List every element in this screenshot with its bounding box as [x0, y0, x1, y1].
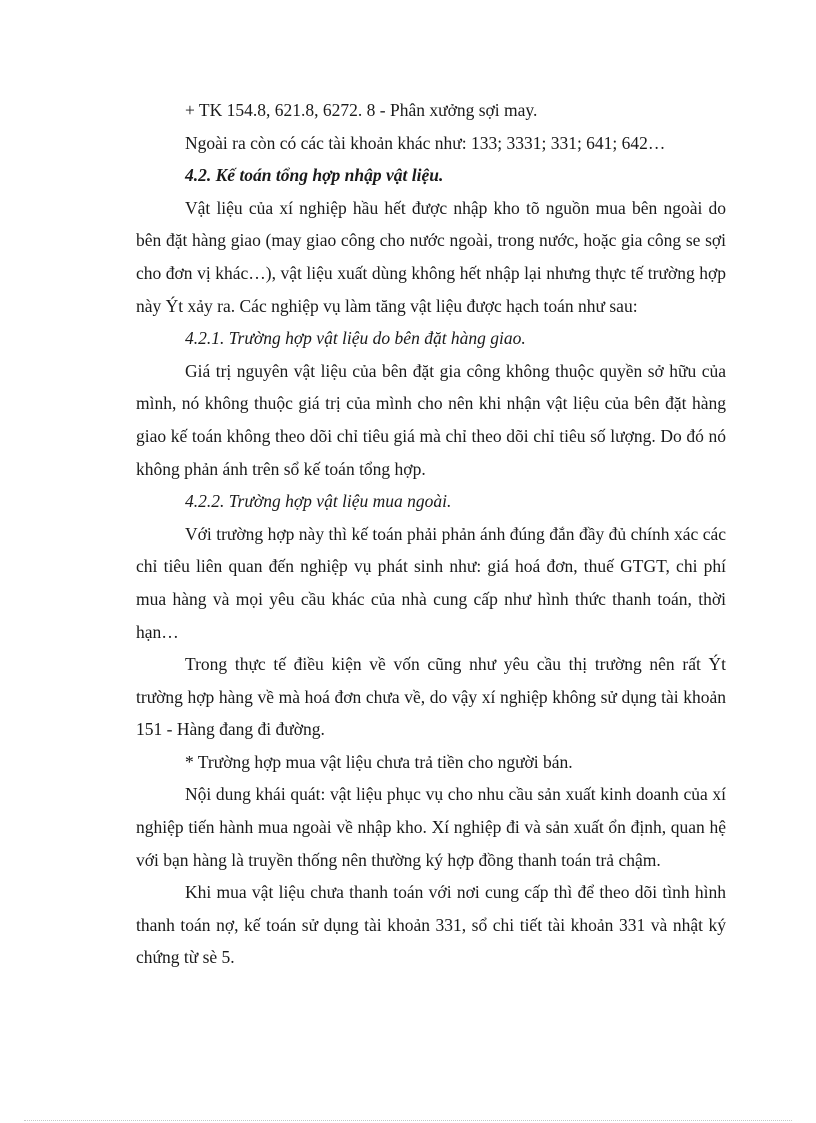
paragraph-account-list: + TK 154.8, 621.8, 6272. 8 - Phân xưởng sợi may.	[185, 100, 538, 120]
paragraph-general-content: Nội dung khái quát: vật liệu phục vụ cho nhu cầu sản xuất kinh doanh của xí nghiệp tiến hành mua ngoài về nhập kho. Xí nghiệp đi và sản xuất ổn định, quan hệ với bạn hàng là truyền thống nên thường ký hợp đồng thanh toán trả chậm.	[136, 784, 726, 870]
paragraph-unpaid-purchase: * Trường hợp mua vật liệu chưa trả tiền cho người bán.	[185, 751, 573, 772]
document-body	[136, 94, 726, 974]
paragraph-material-sources: Vật liệu của xí nghiệp hầu hết được nhập kho tõ nguồn mua bên ngoài do bên đặt hàng giao (may giao công cho nước ngoài, trong nước, hoặc gia công se sợi cho đơn vị khác…), vật liệu xuất dùng không hết nhập lại nhưng thực tế trường hợp này Ýt xảy ra. Các nghiệp vụ làm tăng vật liệu được hạch toán như sau:	[136, 197, 726, 316]
paragraph-capital-conditions: Trong thực tế điều kiện về vốn cũng như yêu cầu thị trường nên rất Ýt trường hợp hàng về mà hoá đơn chưa về, do vậy xí nghiệp không sử dụng tài khoản 151 - Hàng đang đi đường.	[136, 654, 726, 740]
paragraph-material-value: Giá trị nguyên vật liệu của bên đặt gia công không thuộc quyền sở hữu của mình, nó không thuộc giá trị của mình cho nên khi nhận vật liệu của bên đặt hàng giao kế toán không theo dõi chỉ tiêu giá mà chỉ theo dõi chỉ tiêu số lượng. Do đó nó không phản ánh trên sổ kế toán tổng hợp.	[136, 360, 726, 479]
subsection-heading-4-2-1: 4.2.1. Trường hợp vật liệu do bên đặt hàng giao.	[185, 328, 526, 349]
section-heading-4-2: 4.2. Kế toán tổng hợp nhập vật liệu.	[185, 165, 444, 186]
paragraph-payment-tracking: Khi mua vật liệu chưa thanh toán với nơi cung cấp thì để theo dõi tình hình thanh toán nợ, kế toán sử dụng tài khoản 331, sổ chi tiết tài khoản 331 và nhật ký chứng từ sè 5.	[136, 882, 726, 968]
page-bottom-divider	[24, 1120, 792, 1121]
paragraph-purchased-material: Với trường hợp này thì kế toán phải phản ánh đúng đắn đầy đủ chính xác các chỉ tiêu liên quan đến nghiệp vụ phát sinh như: giá hoá đơn, thuế GTGT, chi phí mua hàng và mọi yêu cầu khác của nhà cung cấp như hình thức thanh toán, thời hạn…	[136, 523, 726, 642]
subsection-heading-4-2-2: 4.2.2. Trường hợp vật liệu mua ngoài.	[185, 491, 452, 512]
paragraph-other-accounts: Ngoài ra còn có các tài khoản khác như: 133; 3331; 331; 641; 642…	[185, 132, 666, 153]
